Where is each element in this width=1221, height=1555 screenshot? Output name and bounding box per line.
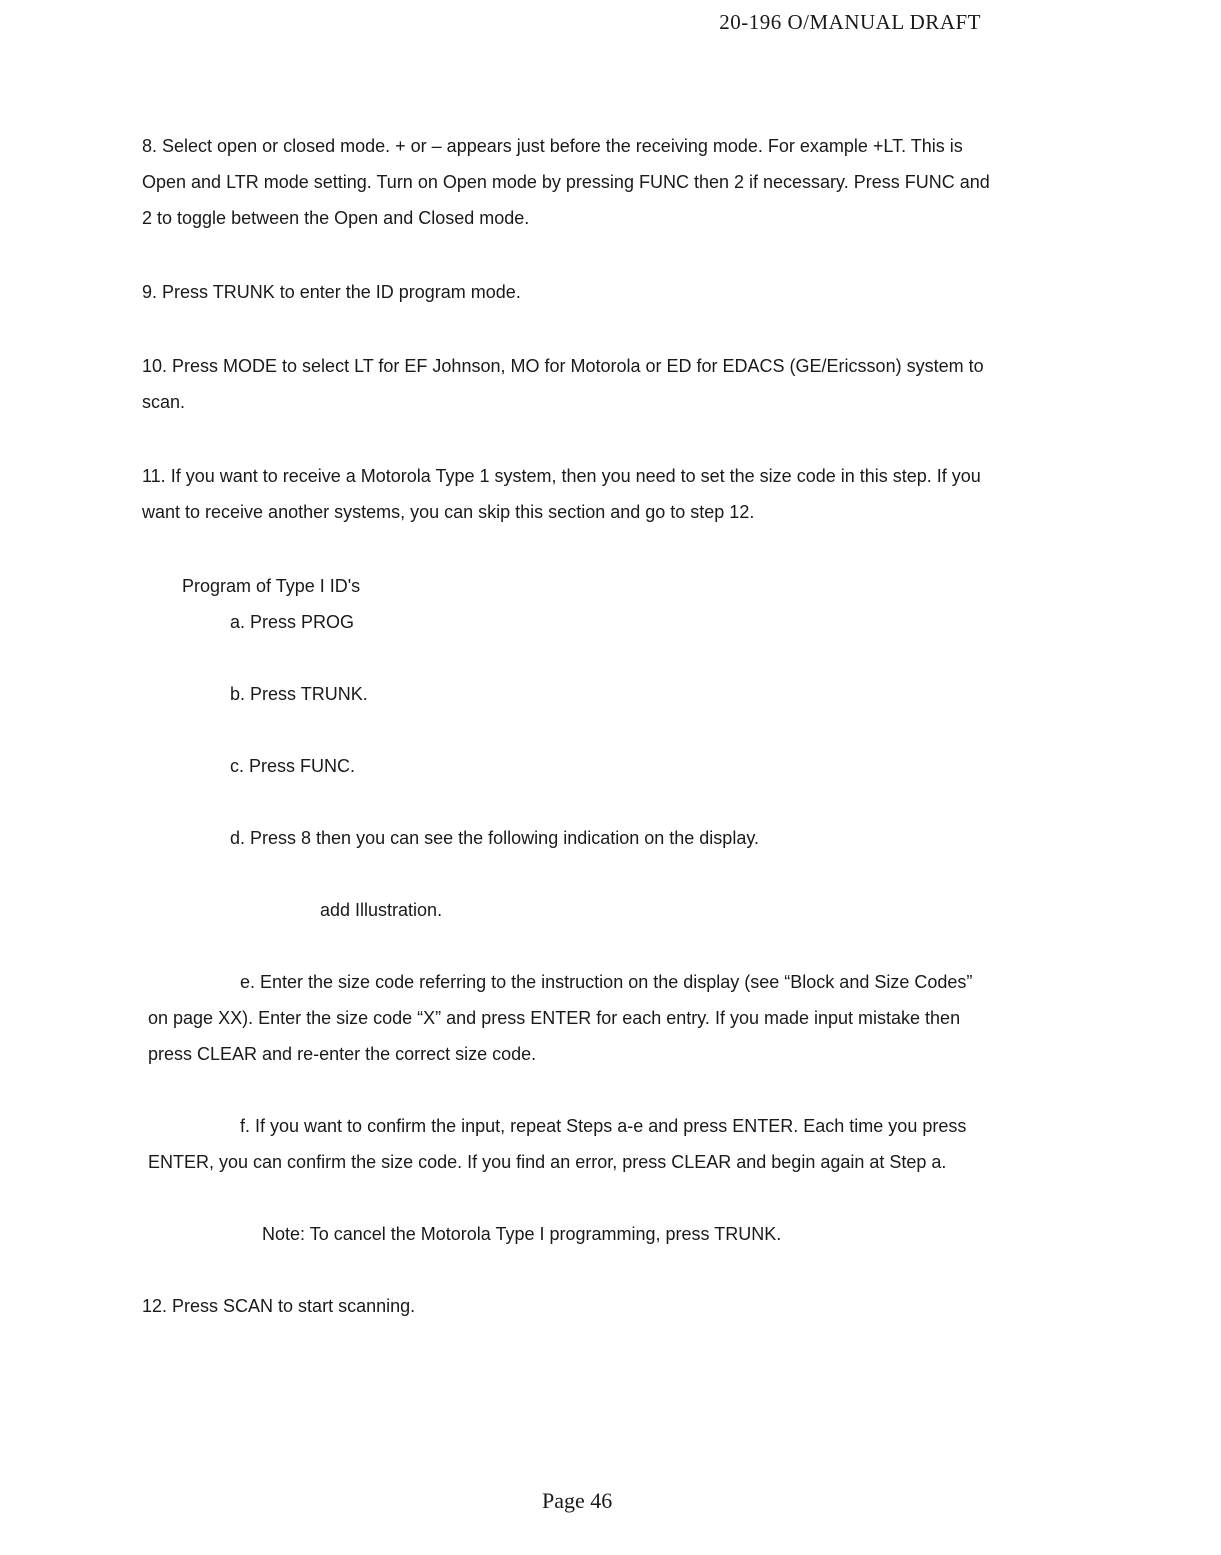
- illustration-placeholder: add Illustration.: [320, 900, 443, 920]
- substep-b: b. Press TRUNK.: [230, 684, 368, 704]
- programming-note: Note: To cancel the Motorola Type I programming, press TRUNK.: [262, 1224, 782, 1244]
- substep-e: e. Enter the size code referring to the instruction on the display (see “Block and Size Codes” on page XX). Enter the size code “X” and press ENTER for each entry. If you made input mistake then press CLEAR and re-enter the correct size code.: [148, 972, 973, 1064]
- step-12: 12. Press SCAN to start scanning.: [142, 1296, 416, 1316]
- type1-heading: Program of Type I ID's: [182, 576, 361, 596]
- substep-f: f. If you want to confirm the input, repeat Steps a-e and press ENTER. Each time you press ENTER, you can confirm the size code. If you find an error, press CLEAR and begin again at Step a.: [148, 1116, 967, 1172]
- substep-a: a. Press PROG: [230, 612, 355, 632]
- substep-d: d. Press 8 then you can see the following indication on the display.: [230, 828, 759, 848]
- document-header: 20-196 O/MANUAL DRAFT: [719, 10, 981, 34]
- step-9: 9. Press TRUNK to enter the ID program mode.: [142, 282, 521, 302]
- step-10: 10. Press MODE to select LT for EF Johnson, MO for Motorola or ED for EDACS (GE/Ericsson) system to scan.: [142, 356, 984, 412]
- step-11: 11. If you want to receive a Motorola Type 1 system, then you need to set the size code in this step. If you want to receive another systems, you can skip this section and go to step 12.: [142, 466, 981, 522]
- document-body: [142, 128, 997, 1362]
- step-8: 8. Select open or closed mode. + or – appears just before the receiving mode. For example +LT. This is Open and LTR mode setting. Turn on Open mode by pressing FUNC then 2 if necessary. Press FUNC and 2 to toggle between the Open and Closed mode.: [142, 136, 990, 228]
- substep-c: c. Press FUNC.: [230, 756, 356, 776]
- page-number: Page 46: [542, 1488, 613, 1513]
